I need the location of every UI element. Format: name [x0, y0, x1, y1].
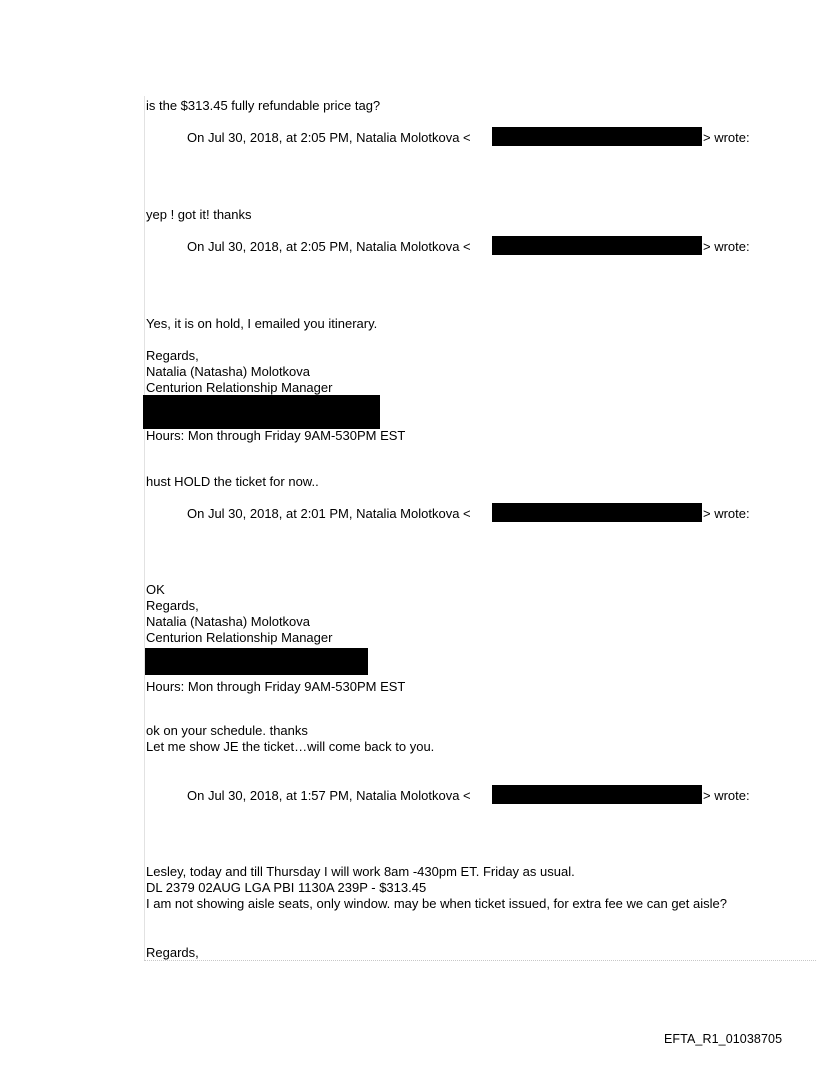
- redaction-box: [492, 503, 702, 522]
- signature-regards: Regards,: [146, 945, 199, 960]
- message-body: OK: [146, 582, 165, 597]
- reply-text: yep ! got it! thanks: [146, 207, 252, 222]
- redaction-box: [492, 785, 702, 804]
- quote-header-prefix: On Jul 30, 2018, at 2:01 PM, Natalia Molotkova <: [187, 506, 471, 521]
- quote-header-suffix: > wrote:: [703, 130, 750, 145]
- message-body: Yes, it is on hold, I emailed you itinerary.: [146, 316, 378, 331]
- signature-name: Natalia (Natasha) Molotkova: [146, 614, 311, 629]
- redaction-box: [492, 127, 702, 146]
- reply-text: is the $313.45 fully refundable price tag?: [146, 98, 381, 113]
- reply-text: hust HOLD the ticket for now..: [146, 474, 319, 489]
- signature-name: Natalia (Natasha) Molotkova: [146, 364, 311, 379]
- quote-header-prefix: On Jul 30, 2018, at 2:05 PM, Natalia Molotkova <: [187, 130, 471, 145]
- quote-header-suffix: > wrote:: [703, 506, 750, 521]
- page-break-rule: [144, 960, 816, 961]
- quote-header-suffix: > wrote:: [703, 239, 750, 254]
- signature-hours: Hours: Mon through Friday 9AM-530PM EST: [146, 428, 406, 443]
- quote-header-suffix: > wrote:: [703, 788, 750, 803]
- signature-regards: Regards,: [146, 598, 199, 613]
- reply-text: Let me show JE the ticket…will come back to you.: [146, 739, 435, 754]
- signature-regards: Regards,: [146, 348, 199, 363]
- document-id: EFTA_R1_01038705: [664, 1032, 783, 1046]
- quote-rule: [144, 96, 145, 961]
- flight-details: DL 2379 02AUG LGA PBI 1130A 239P - $313.45: [146, 880, 427, 895]
- quote-header-prefix: On Jul 30, 2018, at 2:05 PM, Natalia Molotkova <: [187, 239, 471, 254]
- signature-title: Centurion Relationship Manager: [146, 630, 333, 645]
- message-body: I am not showing aisle seats, only window. may be when ticket issued, for extra fee we can get aisle?: [146, 896, 727, 911]
- redaction-box: [492, 236, 702, 255]
- redaction-box: [145, 648, 368, 675]
- signature-title: Centurion Relationship Manager: [146, 380, 333, 395]
- quote-header-prefix: On Jul 30, 2018, at 1:57 PM, Natalia Molotkova <: [187, 788, 471, 803]
- message-body: Lesley, today and till Thursday I will work 8am -430pm ET. Friday as usual.: [146, 864, 575, 879]
- reply-text: ok on your schedule. thanks: [146, 723, 308, 738]
- redaction-box: [143, 395, 380, 429]
- signature-hours: Hours: Mon through Friday 9AM-530PM EST: [146, 679, 406, 694]
